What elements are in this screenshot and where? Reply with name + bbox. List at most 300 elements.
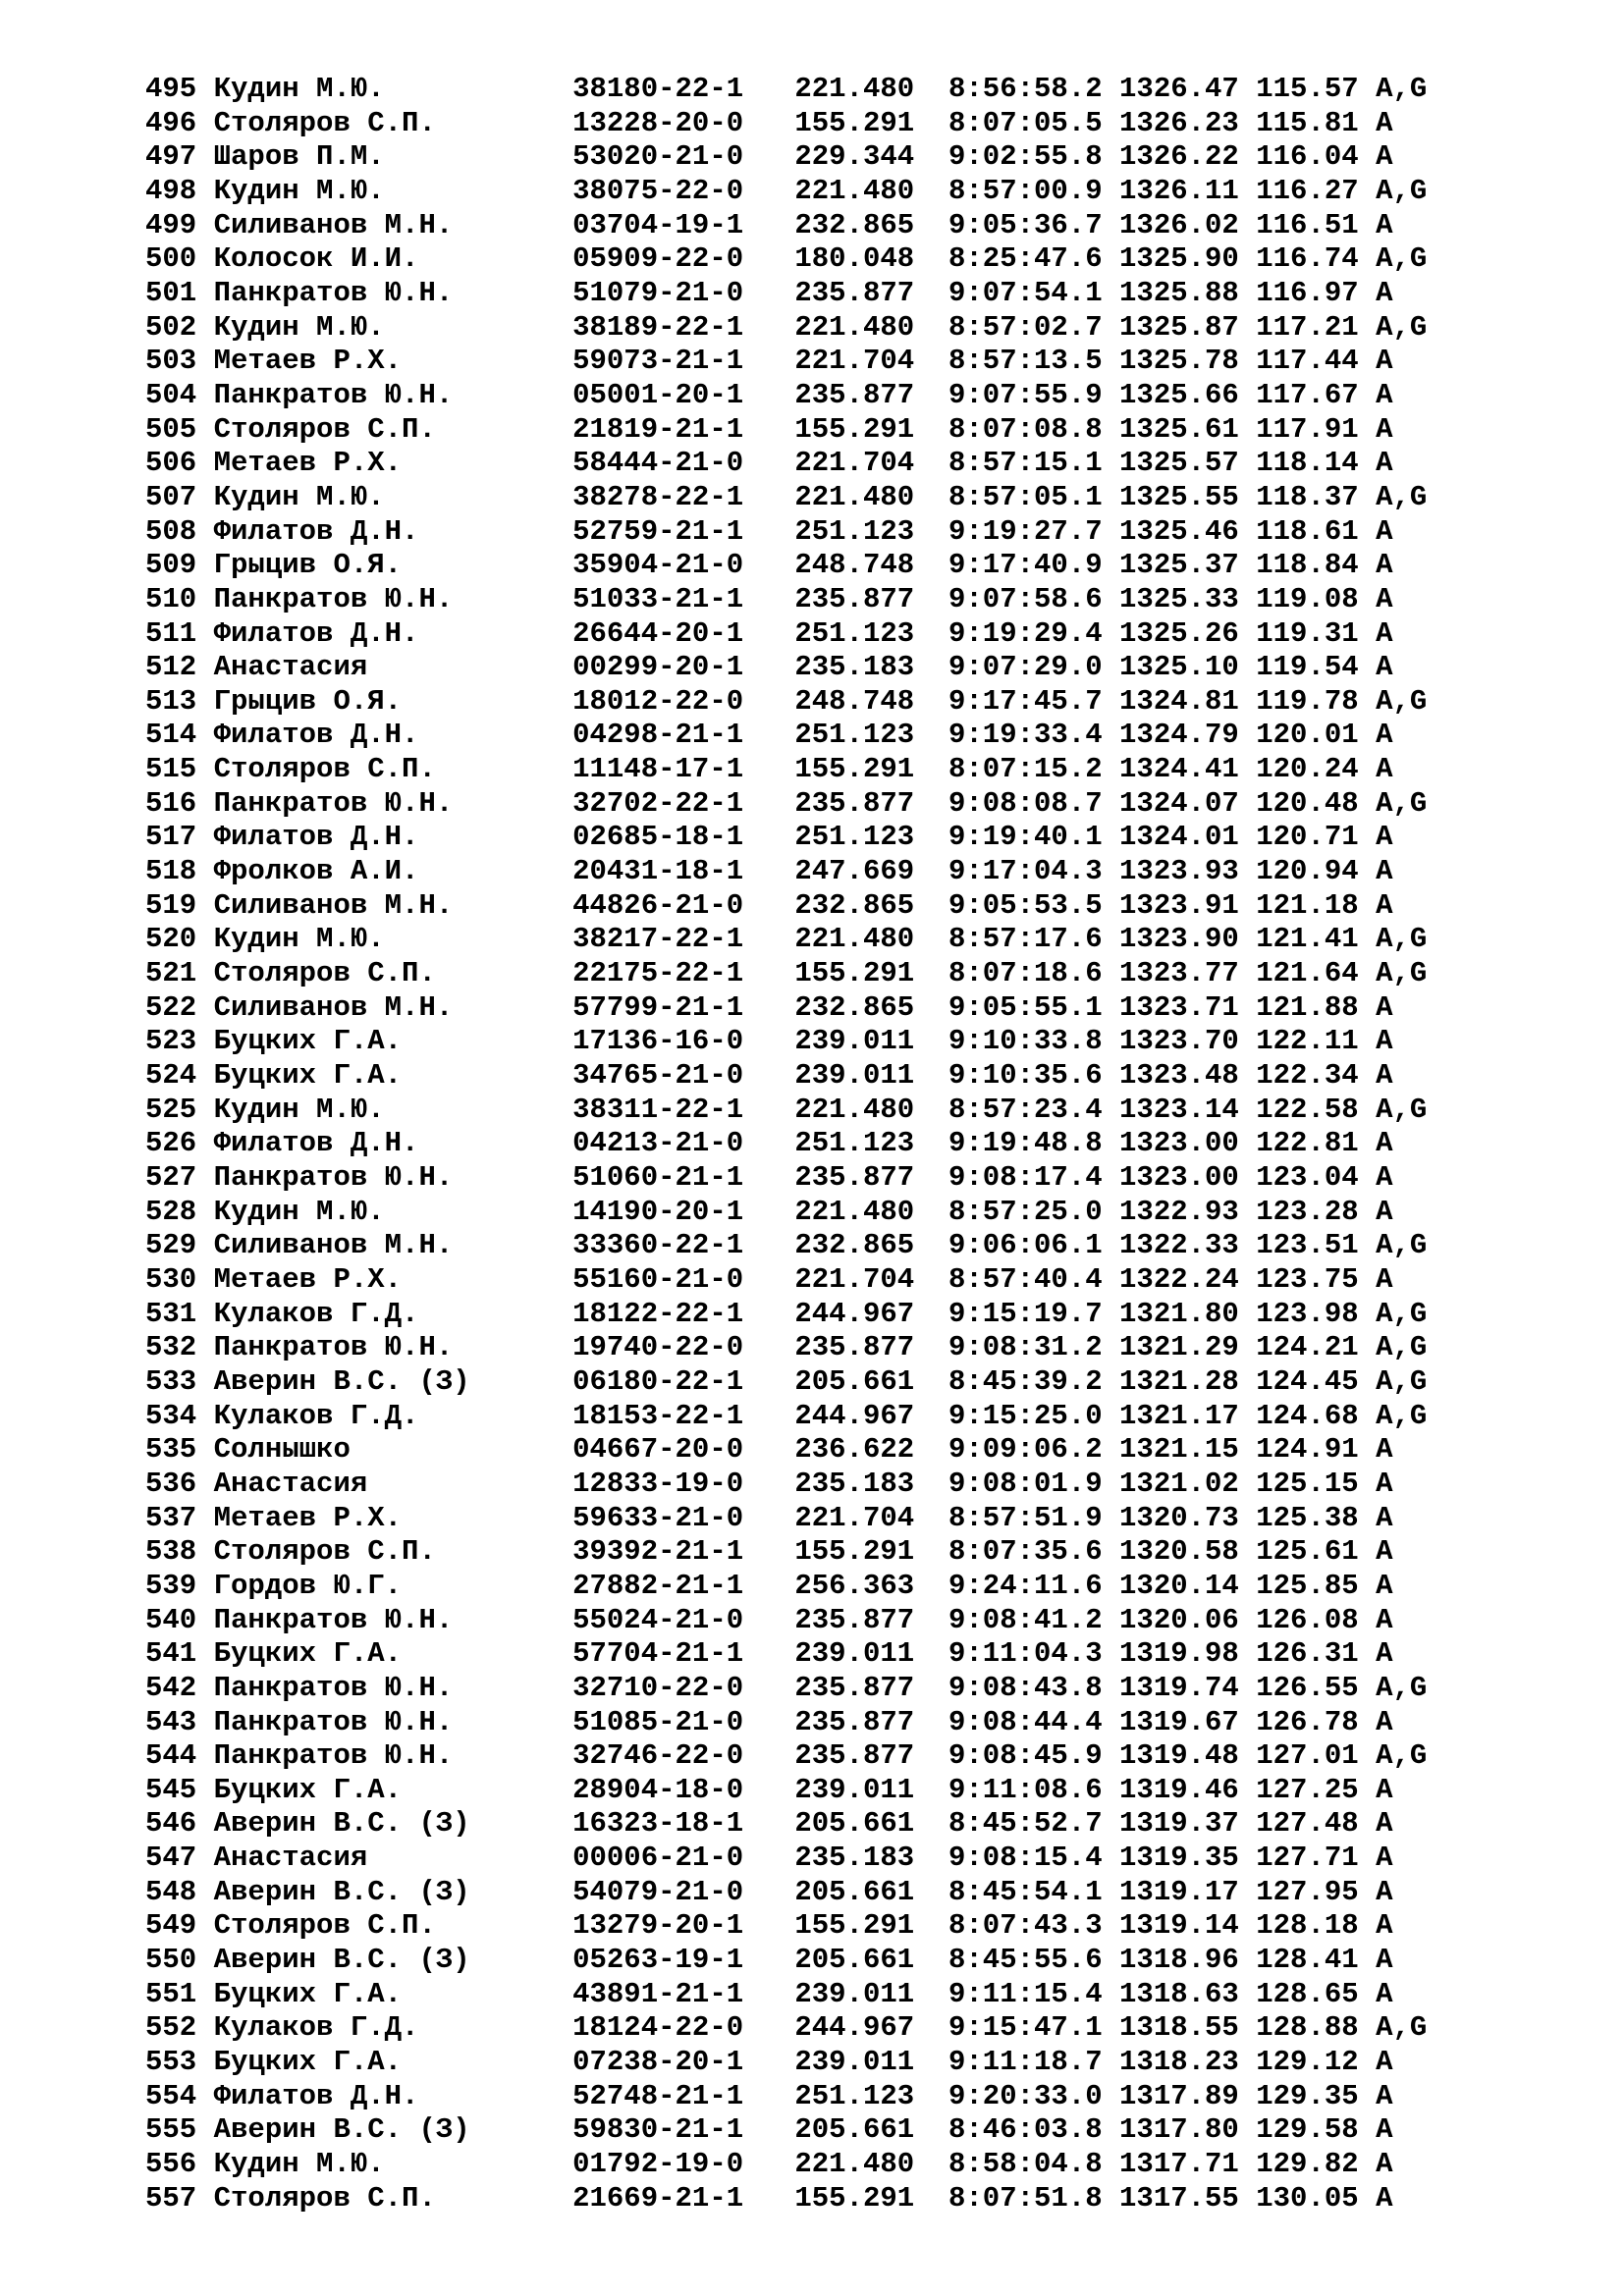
fancier-name: Анастасия (213, 651, 573, 684)
group-mark: A (1376, 549, 1393, 582)
fancier-name: Кудин М.Ю. (213, 923, 573, 956)
arrival-time: 9:08:17.4 (947, 1161, 1120, 1194)
fancier-name: Панкратов Ю.Н. (213, 1161, 573, 1194)
speed-value: 1323.48 (1119, 1059, 1257, 1093)
group-mark: A (1376, 2181, 1393, 2215)
place-number: 502 (145, 310, 214, 344)
group-mark: A (1376, 1467, 1393, 1500)
group-mark: A (1376, 1977, 1393, 2010)
place-number: 557 (145, 2181, 214, 2215)
place-number: 523 (145, 1025, 214, 1058)
arrival-time: 9:15:47.1 (947, 2011, 1120, 2045)
arrival-time: 8:57:40.4 (947, 1262, 1120, 1296)
distance-km: 239.011 (794, 1773, 948, 1806)
ring-number: 17136-16-0 (572, 1025, 795, 1058)
ring-number: 38311-22-1 (572, 1093, 795, 1126)
speed-value: 1321.15 (1119, 1433, 1257, 1467)
result-row (145, 1331, 1427, 1365)
coefficient-value: 128.88 (1256, 2011, 1377, 2045)
ring-number: 38278-22-1 (572, 480, 795, 513)
arrival-time: 9:19:29.4 (947, 616, 1120, 650)
place-number: 501 (145, 276, 214, 309)
speed-value: 1319.17 (1119, 1875, 1257, 1908)
group-mark: A,G (1376, 73, 1428, 105)
coefficient-value: 127.01 (1256, 1739, 1377, 1773)
place-number: 528 (145, 1195, 214, 1228)
place-number: 500 (145, 242, 214, 276)
place-number: 555 (145, 2113, 214, 2147)
arrival-time: 8:07:18.6 (947, 957, 1120, 990)
result-row (145, 2080, 1427, 2114)
group-mark: A,G (1376, 1739, 1428, 1773)
place-number: 552 (145, 2011, 214, 2045)
arrival-time: 8:07:35.6 (947, 1535, 1120, 1569)
coefficient-value: 119.08 (1256, 582, 1377, 615)
distance-km: 235.877 (794, 276, 948, 309)
coefficient-value: 129.35 (1256, 2079, 1377, 2112)
ring-number: 53020-21-0 (572, 140, 795, 174)
ring-number: 57704-21-1 (572, 1637, 795, 1671)
distance-km: 251.123 (794, 719, 948, 752)
group-mark: A (1376, 821, 1393, 854)
coefficient-value: 118.84 (1256, 549, 1377, 582)
group-mark: A (1376, 514, 1393, 548)
ring-number: 51085-21-0 (572, 1705, 795, 1738)
distance-km: 155.291 (794, 106, 948, 139)
arrival-time: 9:17:04.3 (947, 855, 1120, 888)
result-row (145, 175, 1427, 209)
distance-km: 251.123 (794, 821, 948, 854)
fancier-name: Столяров С.П. (213, 1535, 573, 1569)
place-number: 536 (145, 1467, 214, 1500)
place-number: 498 (145, 174, 214, 207)
arrival-time: 9:07:58.6 (947, 582, 1120, 615)
speed-value: 1326.11 (1119, 174, 1257, 207)
distance-km: 244.967 (794, 2011, 948, 2045)
coefficient-value: 127.71 (1256, 1842, 1377, 1875)
coefficient-value: 124.91 (1256, 1433, 1377, 1467)
ring-number: 38180-22-1 (572, 73, 795, 105)
fancier-name: Столяров С.П. (213, 1909, 573, 1943)
fancier-name: Филатов Д.Н. (213, 2079, 573, 2112)
ring-number: 32746-22-0 (572, 1739, 795, 1773)
group-mark: A,G (1376, 2011, 1428, 2045)
fancier-name: Шаров П.М. (213, 140, 573, 174)
speed-value: 1323.77 (1119, 957, 1257, 990)
fancier-name: Панкратов Ю.Н. (213, 1739, 573, 1773)
result-row (145, 957, 1427, 991)
arrival-time: 8:57:15.1 (947, 447, 1120, 480)
fancier-name: Панкратов Ю.Н. (213, 786, 573, 820)
fancier-name: Колосок И.И. (213, 242, 573, 276)
result-row (145, 719, 1427, 753)
group-mark: A (1376, 1195, 1393, 1228)
fancier-name: Буцких Г.А. (213, 1059, 573, 1093)
result-row (145, 1978, 1427, 2012)
distance-km: 251.123 (794, 2079, 948, 2112)
result-row (145, 481, 1427, 515)
group-mark: A,G (1376, 957, 1428, 990)
distance-km: 221.480 (794, 1195, 948, 1228)
place-number: 543 (145, 1705, 214, 1738)
ring-number: 38217-22-1 (572, 923, 795, 956)
place-number: 504 (145, 378, 214, 411)
arrival-time: 9:09:06.2 (947, 1433, 1120, 1467)
arrival-time: 8:57:00.9 (947, 174, 1120, 207)
arrival-time: 9:08:43.8 (947, 1671, 1120, 1704)
fancier-name: Кудин М.Ю. (213, 310, 573, 344)
place-number: 541 (145, 1637, 214, 1671)
speed-value: 1319.98 (1119, 1637, 1257, 1671)
group-mark: A (1376, 582, 1393, 615)
fancier-name: Силиванов М.Н. (213, 1229, 573, 1262)
result-row (145, 685, 1427, 720)
fancier-name: Аверин В.С. (З) (213, 1807, 573, 1841)
group-mark: A,G (1376, 310, 1428, 344)
distance-km: 235.877 (794, 1671, 948, 1704)
group-mark: A,G (1376, 1297, 1428, 1330)
distance-km: 155.291 (794, 957, 948, 990)
ring-number: 05001-20-1 (572, 378, 795, 411)
coefficient-value: 128.18 (1256, 1909, 1377, 1943)
result-row (145, 1127, 1427, 1161)
result-row (145, 1094, 1427, 1128)
coefficient-value: 116.04 (1256, 140, 1377, 174)
speed-value: 1317.80 (1119, 2113, 1257, 2147)
place-number: 532 (145, 1331, 214, 1364)
ring-number: 14190-20-1 (572, 1195, 795, 1228)
result-row (145, 2148, 1427, 2182)
distance-km: 251.123 (794, 514, 948, 548)
place-number: 535 (145, 1433, 214, 1467)
fancier-name: Анастасия (213, 1842, 573, 1875)
distance-km: 221.704 (794, 345, 948, 378)
arrival-time: 8:45:39.2 (947, 1364, 1120, 1398)
result-row (145, 1876, 1427, 1910)
coefficient-value: 116.97 (1256, 276, 1377, 309)
arrival-time: 8:45:55.6 (947, 1944, 1120, 1977)
distance-km: 239.011 (794, 1637, 948, 1671)
distance-km: 235.877 (794, 582, 948, 615)
place-number: 509 (145, 549, 214, 582)
result-row (145, 379, 1427, 413)
coefficient-value: 117.21 (1256, 310, 1377, 344)
arrival-time: 9:11:15.4 (947, 1977, 1120, 2010)
place-number: 495 (145, 73, 214, 105)
coefficient-value: 125.38 (1256, 1501, 1377, 1534)
arrival-time: 8:07:51.8 (947, 2181, 1120, 2215)
group-mark: A (1376, 1875, 1393, 1908)
group-mark: A (1376, 1909, 1393, 1943)
ring-number: 18124-22-0 (572, 2011, 795, 2045)
fancier-name: Столяров С.П. (213, 753, 573, 786)
ring-number: 55160-21-0 (572, 1262, 795, 1296)
result-row (145, 2046, 1427, 2080)
ring-number: 59830-21-1 (572, 2113, 795, 2147)
result-row (145, 2113, 1427, 2148)
ring-number: 38189-22-1 (572, 310, 795, 344)
speed-value: 1319.67 (1119, 1705, 1257, 1738)
place-number: 497 (145, 140, 214, 174)
result-row (145, 1909, 1427, 1944)
coefficient-value: 123.28 (1256, 1195, 1377, 1228)
place-number: 524 (145, 1059, 214, 1093)
ring-number: 27882-21-1 (572, 1569, 795, 1602)
ring-number: 04667-20-0 (572, 1433, 795, 1467)
speed-value: 1318.23 (1119, 2046, 1257, 2079)
place-number: 520 (145, 923, 214, 956)
group-mark: A (1376, 345, 1393, 378)
fancier-name: Кулаков Г.Д. (213, 2011, 573, 2045)
fancier-name: Солнышко (213, 1433, 573, 1467)
distance-km: 221.704 (794, 1501, 948, 1534)
distance-km: 239.011 (794, 1977, 948, 2010)
coefficient-value: 119.31 (1256, 616, 1377, 650)
group-mark: A,G (1376, 242, 1428, 276)
result-row (145, 1672, 1427, 1706)
speed-value: 1323.90 (1119, 923, 1257, 956)
group-mark: A,G (1376, 1364, 1428, 1398)
distance-km: 248.748 (794, 549, 948, 582)
speed-value: 1325.10 (1119, 651, 1257, 684)
distance-km: 244.967 (794, 1297, 948, 1330)
speed-value: 1324.01 (1119, 821, 1257, 854)
speed-value: 1319.48 (1119, 1739, 1257, 1773)
fancier-name: Метаев Р.Х. (213, 345, 573, 378)
distance-km: 221.480 (794, 923, 948, 956)
distance-km: 248.748 (794, 684, 948, 718)
speed-value: 1324.81 (1119, 684, 1257, 718)
group-mark: A (1376, 888, 1393, 922)
ring-number: 51079-21-0 (572, 276, 795, 309)
speed-value: 1318.96 (1119, 1944, 1257, 1977)
arrival-time: 9:17:45.7 (947, 684, 1120, 718)
arrival-time: 8:58:04.8 (947, 2148, 1120, 2181)
arrival-time: 8:07:08.8 (947, 412, 1120, 446)
fancier-name: Кулаков Г.Д. (213, 1399, 573, 1432)
speed-value: 1321.17 (1119, 1399, 1257, 1432)
fancier-name: Столяров С.П. (213, 412, 573, 446)
distance-km: 235.877 (794, 1161, 948, 1194)
arrival-time: 9:02:55.8 (947, 140, 1120, 174)
fancier-name: Фролков А.И. (213, 855, 573, 888)
result-row (145, 991, 1427, 1026)
ring-number: 38075-22-0 (572, 174, 795, 207)
speed-value: 1325.57 (1119, 447, 1257, 480)
place-number: 527 (145, 1161, 214, 1194)
group-mark: A,G (1376, 1229, 1428, 1262)
ring-number: 34765-21-0 (572, 1059, 795, 1093)
result-row (145, 311, 1427, 346)
group-mark: A (1376, 616, 1393, 650)
speed-value: 1326.47 (1119, 73, 1257, 105)
fancier-name: Метаев Р.Х. (213, 1501, 573, 1534)
arrival-time: 9:15:25.0 (947, 1399, 1120, 1432)
speed-value: 1319.37 (1119, 1807, 1257, 1841)
ring-number: 21669-21-1 (572, 2181, 795, 2215)
place-number: 505 (145, 412, 214, 446)
speed-value: 1322.24 (1119, 1262, 1257, 1296)
fancier-name: Филатов Д.Н. (213, 1127, 573, 1160)
speed-value: 1319.74 (1119, 1671, 1257, 1704)
result-row (145, 1229, 1427, 1263)
group-mark: A (1376, 378, 1393, 411)
group-mark: A (1376, 753, 1393, 786)
coefficient-value: 126.55 (1256, 1671, 1377, 1704)
coefficient-value: 126.31 (1256, 1637, 1377, 1671)
coefficient-value: 121.64 (1256, 957, 1377, 990)
result-row (145, 345, 1427, 379)
group-mark: A (1376, 990, 1393, 1024)
ring-number: 22175-22-1 (572, 957, 795, 990)
result-row (145, 787, 1427, 822)
ring-number: 18012-22-0 (572, 684, 795, 718)
distance-km: 235.877 (794, 1705, 948, 1738)
ring-number: 51033-21-1 (572, 582, 795, 615)
speed-value: 1319.46 (1119, 1773, 1257, 1806)
distance-km: 239.011 (794, 1025, 948, 1058)
result-row (145, 1842, 1427, 1876)
place-number: 526 (145, 1127, 214, 1160)
group-mark: A (1376, 2046, 1393, 2079)
fancier-name: Силиванов М.Н. (213, 208, 573, 241)
group-mark: A (1376, 2113, 1393, 2147)
place-number: 556 (145, 2148, 214, 2181)
arrival-time: 9:08:44.4 (947, 1705, 1120, 1738)
place-number: 533 (145, 1364, 214, 1398)
ring-number: 43891-21-1 (572, 1977, 795, 2010)
ring-number: 26644-20-1 (572, 616, 795, 650)
distance-km: 236.622 (794, 1433, 948, 1467)
arrival-time: 8:57:51.9 (947, 1501, 1120, 1534)
result-row (145, 277, 1427, 311)
distance-km: 232.865 (794, 990, 948, 1024)
arrival-time: 8:57:05.1 (947, 480, 1120, 513)
ring-number: 21819-21-1 (572, 412, 795, 446)
coefficient-value: 116.51 (1256, 208, 1377, 241)
coefficient-value: 121.41 (1256, 923, 1377, 956)
place-number: 503 (145, 345, 214, 378)
arrival-time: 9:05:55.1 (947, 990, 1120, 1024)
coefficient-value: 125.61 (1256, 1535, 1377, 1569)
arrival-time: 8:57:13.5 (947, 345, 1120, 378)
place-number: 546 (145, 1807, 214, 1841)
group-mark: A (1376, 1059, 1393, 1093)
result-row (145, 2011, 1427, 2046)
group-mark: A (1376, 1637, 1393, 1671)
place-number: 551 (145, 1977, 214, 2010)
coefficient-value: 120.01 (1256, 719, 1377, 752)
coefficient-value: 122.11 (1256, 1025, 1377, 1058)
arrival-time: 9:19:48.8 (947, 1127, 1120, 1160)
place-number: 512 (145, 651, 214, 684)
distance-km: 244.967 (794, 1399, 948, 1432)
result-row (145, 2182, 1427, 2216)
speed-value: 1320.14 (1119, 1569, 1257, 1602)
distance-km: 155.291 (794, 2181, 948, 2215)
group-mark: A (1376, 1807, 1393, 1841)
distance-km: 221.480 (794, 73, 948, 105)
arrival-time: 9:19:27.7 (947, 514, 1120, 548)
distance-km: 247.669 (794, 855, 948, 888)
ring-number: 52748-21-1 (572, 2079, 795, 2112)
distance-km: 221.704 (794, 1262, 948, 1296)
coefficient-value: 129.12 (1256, 2046, 1377, 2079)
fancier-name: Буцких Г.А. (213, 1977, 573, 2010)
result-row (145, 1433, 1427, 1468)
fancier-name: Кудин М.Ю. (213, 73, 573, 105)
speed-value: 1319.14 (1119, 1909, 1257, 1943)
result-row (145, 1944, 1427, 1978)
group-mark: A (1376, 276, 1393, 309)
ring-number: 13228-20-0 (572, 106, 795, 139)
coefficient-value: 117.44 (1256, 345, 1377, 378)
place-number: 506 (145, 447, 214, 480)
speed-value: 1323.93 (1119, 855, 1257, 888)
result-row (145, 413, 1427, 448)
result-row (145, 1400, 1427, 1434)
coefficient-value: 130.05 (1256, 2181, 1377, 2215)
coefficient-value: 121.88 (1256, 990, 1377, 1024)
speed-value: 1325.78 (1119, 345, 1257, 378)
ring-number: 52759-21-1 (572, 514, 795, 548)
speed-value: 1322.93 (1119, 1195, 1257, 1228)
speed-value: 1321.28 (1119, 1364, 1257, 1398)
place-number: 514 (145, 719, 214, 752)
coefficient-value: 124.45 (1256, 1364, 1377, 1398)
arrival-time: 8:57:17.6 (947, 923, 1120, 956)
place-number: 511 (145, 616, 214, 650)
coefficient-value: 127.48 (1256, 1807, 1377, 1841)
distance-km: 205.661 (794, 1807, 948, 1841)
coefficient-value: 127.95 (1256, 1875, 1377, 1908)
fancier-name: Панкратов Ю.Н. (213, 1705, 573, 1738)
arrival-time: 9:05:36.7 (947, 208, 1120, 241)
group-mark: A,G (1376, 1671, 1428, 1704)
ring-number: 59073-21-1 (572, 345, 795, 378)
distance-km: 221.480 (794, 1093, 948, 1126)
speed-value: 1323.14 (1119, 1093, 1257, 1126)
fancier-name: Кудин М.Ю. (213, 2148, 573, 2181)
group-mark: A,G (1376, 786, 1428, 820)
speed-value: 1324.07 (1119, 786, 1257, 820)
distance-km: 155.291 (794, 1535, 948, 1569)
fancier-name: Аверин В.С. (З) (213, 1875, 573, 1908)
fancier-name: Филатов Д.Н. (213, 616, 573, 650)
distance-km: 221.480 (794, 2148, 948, 2181)
distance-km: 205.661 (794, 1944, 948, 1977)
coefficient-value: 115.57 (1256, 73, 1377, 105)
result-row (145, 1604, 1427, 1638)
arrival-time: 9:07:29.0 (947, 651, 1120, 684)
result-row (145, 651, 1427, 685)
result-row (145, 1263, 1427, 1298)
group-mark: A (1376, 1569, 1393, 1602)
arrival-time: 9:05:53.5 (947, 888, 1120, 922)
coefficient-value: 125.85 (1256, 1569, 1377, 1602)
fancier-name: Грыцив О.Я. (213, 549, 573, 582)
distance-km: 235.183 (794, 1842, 948, 1875)
ring-number: 05263-19-1 (572, 1944, 795, 1977)
group-mark: A (1376, 1262, 1393, 1296)
group-mark: A (1376, 1161, 1393, 1194)
speed-value: 1321.80 (1119, 1297, 1257, 1330)
place-number: 516 (145, 786, 214, 820)
group-mark: A,G (1376, 684, 1428, 718)
speed-value: 1324.79 (1119, 719, 1257, 752)
place-number: 539 (145, 1569, 214, 1602)
result-row (145, 1502, 1427, 1536)
